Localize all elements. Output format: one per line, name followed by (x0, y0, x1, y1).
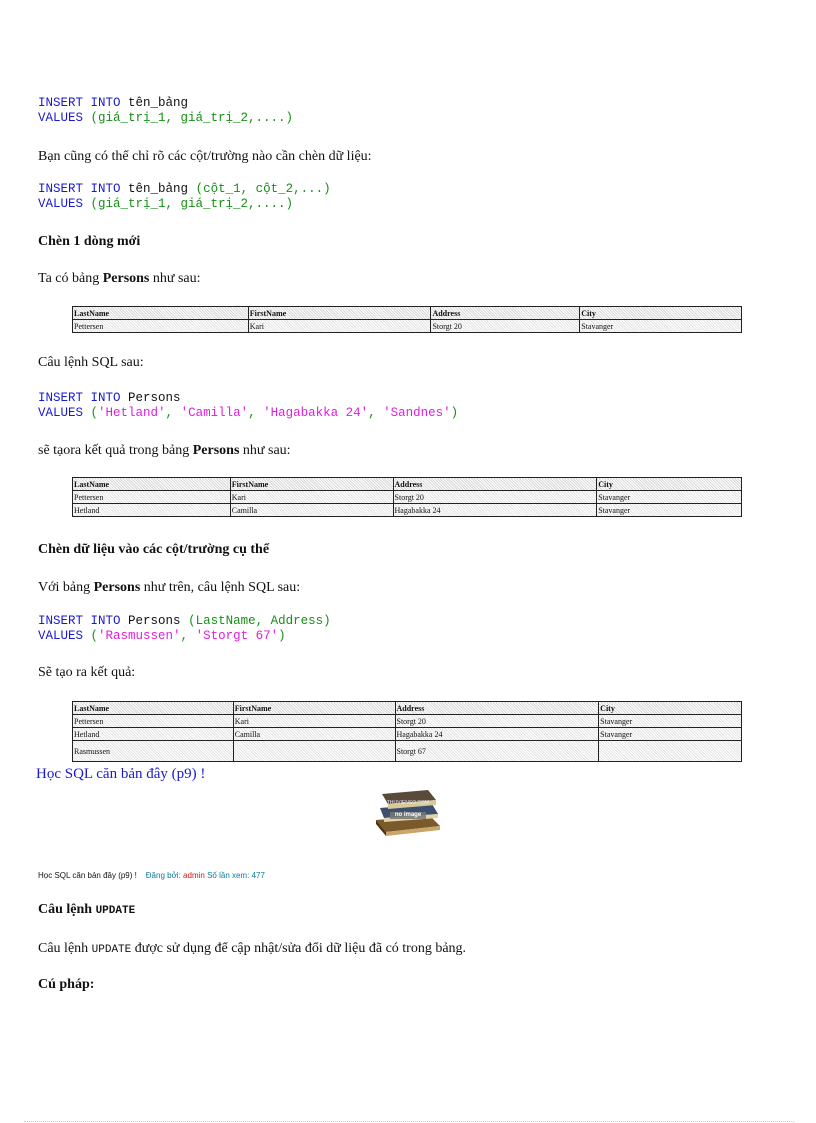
code-text: (cột_1, cột_2,...) (195, 182, 331, 196)
code-keyword: INTO (90, 391, 121, 405)
article-link[interactable]: Học SQL căn bản đây (p9) ! (36, 766, 206, 782)
code-keyword: VALUES (38, 629, 84, 643)
table-row (73, 728, 742, 741)
code-keyword: VALUES (38, 197, 84, 211)
code-keyword: INTO (90, 614, 121, 628)
table-row (73, 715, 742, 728)
table-header-row (73, 307, 742, 320)
code-text: (LastName, Address) (188, 614, 331, 628)
table-cell: Hagabakka 24 (393, 504, 597, 517)
book-thumbnail-image (372, 786, 444, 840)
table-cell: Camilla (233, 728, 395, 741)
column-header: LastName (73, 702, 234, 715)
image-watermark: THUVIENSO.COM (386, 800, 430, 806)
table-cell: Pettersen (73, 715, 234, 728)
paragraph: Ta có bảng Persons như sau: (38, 271, 201, 286)
post-meta (38, 871, 265, 880)
table-cell: Storgt 67 (395, 741, 599, 762)
column-header: FirstName (230, 478, 393, 491)
table-cell: Stavanger (599, 715, 742, 728)
code-text: Persons (120, 614, 189, 628)
image-label: no image (394, 812, 422, 818)
code-text: Persons (120, 391, 181, 405)
persons-table-after-insert (72, 477, 742, 517)
column-header: Address (393, 478, 597, 491)
table-cell: Stavanger (597, 504, 742, 517)
table-cell: Kari (248, 320, 431, 333)
table-cell: Rasmussen (73, 741, 234, 762)
table-cell: Kari (230, 491, 393, 504)
paragraph: Sẽ tạo ra kết quả: (38, 665, 136, 680)
code-block-insert-example: INSERT INTO Persons VALUES ('Hetland', 'Camilla', 'Hagabakka 24', 'Sandnes') (38, 391, 459, 420)
table-row (73, 491, 742, 504)
section-heading: Câu lệnh UPDATE (38, 902, 136, 917)
table-row (73, 504, 742, 517)
posted-by-label: Đăng bởi: (145, 871, 181, 880)
persons-table-original (72, 306, 742, 333)
column-header: LastName (73, 478, 231, 491)
table-cell (233, 741, 395, 762)
code-string: 'Hetland' (98, 406, 166, 420)
table-cell: Hetland (73, 728, 234, 741)
section-heading: Chèn 1 dòng mới (38, 234, 141, 249)
column-header: LastName (73, 307, 249, 320)
table-row (73, 320, 742, 333)
column-header: City (599, 702, 742, 715)
paragraph: Câu lệnh SQL sau: (38, 355, 144, 370)
paragraph: Với bảng Persons như trên, câu lệnh SQL sau: (38, 580, 301, 595)
code-block-insert-syntax (38, 96, 293, 126)
post-title: Học SQL căn bản đây (p9) ! (38, 871, 137, 880)
code-string: 'Storgt 67' (195, 629, 279, 643)
paragraph: sẽ tạora kết quả trong bảng Persons như sau: (38, 443, 291, 458)
persons-table-partial-insert (72, 701, 742, 762)
code-block-insert-columns-syntax (38, 182, 331, 212)
code-string: 'Sandnes' (383, 406, 451, 420)
code-keyword: INSERT (38, 391, 84, 405)
table-cell: Camilla (230, 504, 393, 517)
column-header: FirstName (233, 702, 395, 715)
code-block-insert-columns-example: INSERT INTO Persons (LastName, Address) VALUES ('Rasmussen', 'Storgt 67') (38, 614, 331, 643)
paragraph: Bạn cũng có thể chỉ rõ các cột/trường nào cần chèn dữ liệu: (38, 149, 372, 164)
table-cell: Storgt 20 (395, 715, 599, 728)
table-cell: Stavanger (599, 728, 742, 741)
code-string: 'Camilla' (180, 406, 249, 420)
code-keyword: VALUES (38, 111, 84, 125)
table-cell: Storgt 20 (431, 320, 580, 333)
code-text: tên_bảng (120, 182, 196, 196)
section-heading: Cú pháp: (38, 977, 95, 992)
table-cell (599, 741, 742, 762)
table-header-row (73, 702, 742, 715)
code-text: tên_bảng (120, 96, 189, 110)
code-keyword: INTO (90, 182, 121, 196)
table-header-row (73, 478, 742, 491)
table-row (73, 741, 742, 762)
section-heading: Chèn dữ liệu vào các cột/trường cụ thể (38, 542, 270, 557)
table-cell: Kari (233, 715, 395, 728)
code-string: 'Rasmussen' (98, 629, 181, 643)
table-cell: Pettersen (73, 491, 231, 504)
code-keyword: VALUES (38, 406, 84, 420)
code-text: (giá_trị_1, giá_trị_2,....) (83, 197, 294, 211)
table-cell: Stavanger (580, 320, 742, 333)
table-cell: Pettersen (73, 320, 249, 333)
code-string: 'Hagabakka 24' (263, 406, 369, 420)
page-footer-divider (24, 1121, 794, 1122)
code-keyword: INSERT (38, 96, 84, 110)
paragraph: Câu lệnh UPDATE được sử dụng để cập nhật/sửa đổi dữ liệu đã có trong bảng. (38, 941, 467, 956)
column-header: City (597, 478, 742, 491)
code-keyword: INTO (90, 96, 121, 110)
code-keyword: INSERT (38, 182, 84, 196)
author-name[interactable]: admin (183, 871, 205, 880)
column-header: FirstName (248, 307, 431, 320)
code-text: (giá_trị_1, giá_trị_2,....) (83, 111, 294, 125)
views-count: 477 (251, 871, 265, 880)
code-keyword: INSERT (38, 614, 84, 628)
column-header: Address (431, 307, 580, 320)
table-cell: Stavanger (597, 491, 742, 504)
views-label: Số lần xem: (207, 871, 250, 880)
table-cell: Storgt 20 (393, 491, 597, 504)
table-cell: Hagabakka 24 (395, 728, 599, 741)
column-header: Address (395, 702, 599, 715)
table-cell: Hetland (73, 504, 231, 517)
column-header: City (580, 307, 742, 320)
